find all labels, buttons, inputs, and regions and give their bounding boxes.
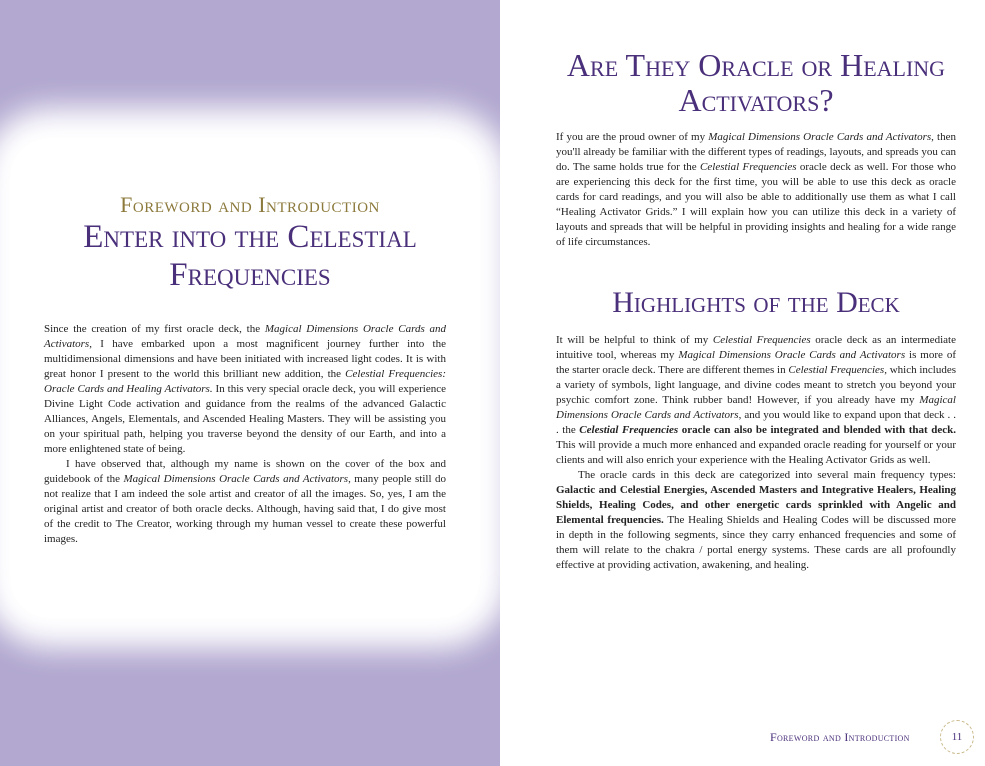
text-run: oracle deck as well. For those who are experiencing this deck for the first time, you will be able to use this deck as oracle cards for card readings, and you will also be able to additionally use them as what I call “Healing Activator Grids.” I will explain how you can utilize this deck in a variety of layouts and spreads that will be helpful in providing insights and healing for a wide range of life circumstances. bbox=[556, 161, 956, 248]
right-paragraph-2 bbox=[556, 333, 956, 468]
page-number: 11 bbox=[940, 720, 974, 754]
right-paragraph-1 bbox=[556, 130, 956, 250]
text-run: Celestial Frequencies bbox=[700, 161, 797, 173]
section-heading-highlights: Highlights of the Deck bbox=[612, 286, 900, 319]
chapter-title: Enter into the Celestial Frequencies bbox=[83, 219, 417, 293]
text-run: , and you would like to expand upon that deck . . . the bbox=[556, 409, 956, 436]
text-run: The Healing Shields and Healing Codes will be discussed more in depth in the following segments, since they carry enhanced frequencies and some of them will relate to the chakra / portal energy systems. These cards are all profoundly effective at providing activation, awakening, and healing. bbox=[556, 514, 956, 571]
text-run: Magical Dimensions Oracle Cards and Activators bbox=[556, 394, 956, 421]
left-paragraph-1 bbox=[44, 322, 446, 457]
text-run: Celestial Frequencies bbox=[788, 364, 885, 376]
right-body-2 bbox=[556, 333, 956, 573]
chapter-kicker: Foreword and Introduction bbox=[120, 192, 380, 217]
left-body bbox=[44, 322, 446, 547]
right-body-1 bbox=[556, 130, 956, 250]
text-run: Celestial Frequencies bbox=[712, 334, 811, 346]
text-run: , which includes a variety of symbols, light language, and divine codes meant to stretch you beyond your psychic comfort zone. Think rubber band! However, if you already have my bbox=[556, 364, 956, 406]
text-run: Galactic and Celestial Energies, Ascended Masters and Integrative Healers, Healing Shields, Healing Codes, and other energetic cards sprinkled with Angelic and Elemental frequencies. bbox=[556, 484, 956, 526]
text-run: Celestial Frequencies bbox=[579, 424, 679, 436]
text-run: oracle deck as an intermediate intuitive tool, whereas my bbox=[556, 334, 956, 361]
text-run: , I have embarked upon a most magnificent journey further into the multidimensional dimensions and have been initiated with increased light codes. It is with great honor I present to the world this brilliant new addition, the bbox=[44, 338, 446, 380]
text-run: Magical Dimensions Oracle Cards and Activators bbox=[708, 131, 932, 143]
text-run: The oracle cards in this deck are categorized into several main frequency types: bbox=[578, 469, 956, 481]
text-run: Since the creation of my first oracle deck, the bbox=[44, 323, 265, 335]
text-run: In this very special oracle deck, you will experience Divine Light Code activation and guidance from the realms of the advanced Galactic Alliances, Angels, Elementals, and Ascended Healing Masters. They will be assisting you on your spiritual path, helping you traverse beyond the density of our Earth, and into a more enlightened state of being. bbox=[44, 383, 447, 455]
text-run: oracle can also be integrated and blended with that deck. bbox=[678, 424, 956, 436]
text-run: , then you'll already be familiar with the different types of readings, layouts, and spreads you can do. The same holds true for the bbox=[556, 131, 956, 173]
running-head: Foreword and Introduction bbox=[770, 730, 910, 744]
text-run: Celestial Frequencies: Oracle Cards and Healing Activators. bbox=[44, 368, 446, 395]
text-run: If you are the proud owner of my bbox=[556, 131, 709, 143]
section-heading-oracle: Are They Oracle or Healing Activators? bbox=[566, 47, 946, 118]
right-paragraph-3 bbox=[556, 468, 956, 573]
text-run: Magical Dimensions Oracle Cards and Activators bbox=[123, 473, 349, 485]
text-run: I have observed that, although my name is shown on the cover of the box and guidebook of the bbox=[44, 458, 446, 485]
text-run: , many people still do not realize that I am indeed the sole artist and creator of all the images. So, yes, I am the original artist and creator of both oracle decks. Although, having said that, I do give most of the credit to The Creator, working through my human vessel to create these powerful images. bbox=[44, 473, 447, 545]
text-run: is more of the starter oracle deck. There are different themes in bbox=[556, 349, 956, 376]
text-run: Magical Dimensions Oracle Cards and Activators bbox=[678, 349, 906, 361]
text-run: This will provide a much more enhanced and expanded oracle reading for yourself or your clients and will also enrich your experience with the Healing Activator Grids as well. bbox=[556, 439, 956, 466]
text-run: Magical Dimensions Oracle Cards and Activators bbox=[44, 323, 446, 350]
left-paragraph-2 bbox=[44, 457, 446, 547]
text-run: It will be helpful to think of my bbox=[556, 334, 713, 346]
